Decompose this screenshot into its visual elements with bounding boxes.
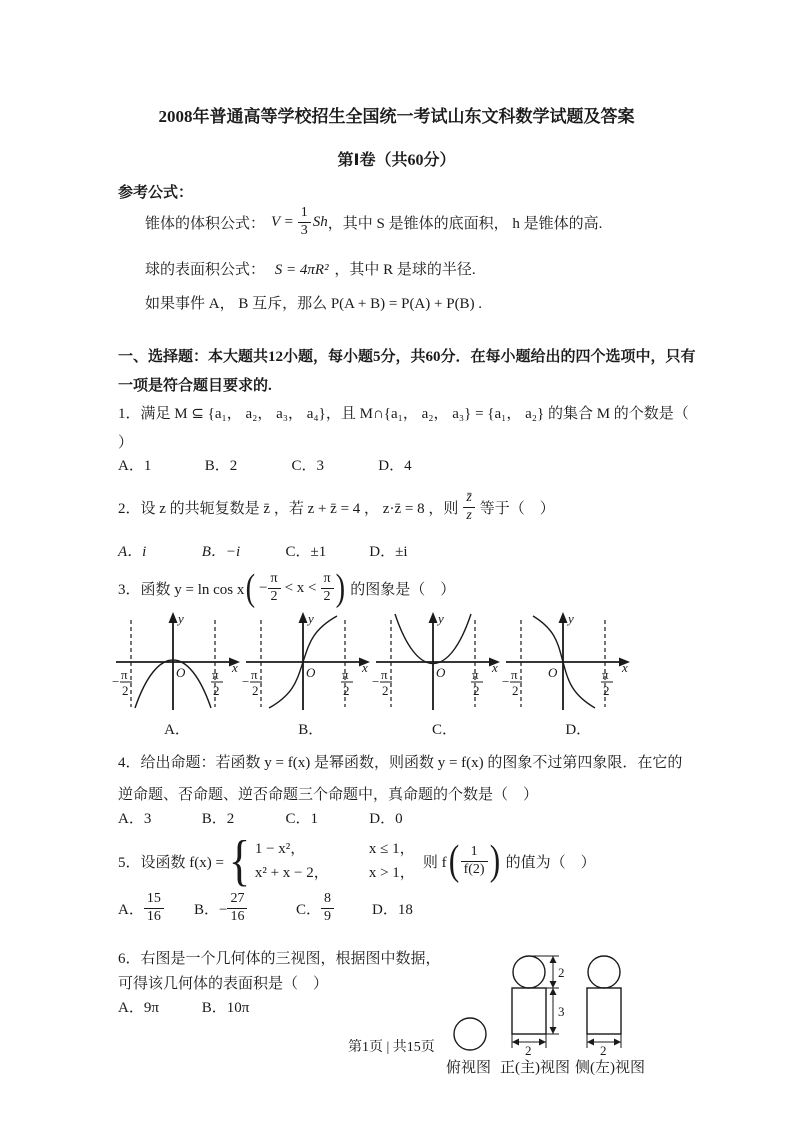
minus-sign: −	[242, 674, 250, 689]
dim-label-circle-height: 2	[558, 965, 565, 980]
left-paren: (	[245, 567, 256, 609]
minus-sign: −	[112, 674, 120, 689]
fraction-one-third: $\frac{1}{3}$	[298, 205, 311, 238]
section-1-heading-line1: 一、选择题：本大题共12小题，每小题5分，共60分．在每小题给出的四个选项中，只有	[118, 349, 696, 365]
left-paren: (	[448, 838, 459, 884]
tick-pi: π	[381, 667, 388, 682]
y-axis-label: y	[308, 612, 314, 626]
minus-sign: −	[502, 674, 510, 689]
tick-pi: π	[472, 667, 479, 682]
option-b: B．− $\frac{27}{16}$	[194, 891, 296, 924]
fraction-27-16: $\frac{27}{16}$	[227, 891, 247, 924]
fraction-pi-over-2: $\frac{\pi}{2}$	[268, 571, 281, 604]
question-3-graph-labels	[112, 718, 643, 739]
minus-sign: −	[259, 579, 268, 596]
tick-2: 2	[473, 683, 480, 698]
question-3-text-post: 的图象是（ ）	[350, 581, 456, 598]
question-6-stem-line2: 可得该几何体的表面积是（ ）	[118, 976, 329, 992]
option-d: D．4	[378, 458, 412, 474]
tick-2: 2	[343, 683, 350, 698]
tick-pi: π	[251, 667, 258, 682]
graph-label-a: A．	[164, 722, 190, 738]
option-a: A．9π	[118, 1000, 159, 1016]
question-4-stem-line2: 逆命题、否命题、逆否命题三个命题中，真命题的个数是（ ）	[118, 787, 539, 803]
question-3-stem	[118, 562, 455, 614]
question-5-text: 5．设函数 f(x) =	[118, 854, 224, 871]
question-2-stem	[118, 484, 555, 530]
tick-pi: π	[342, 667, 349, 682]
formula-sphere-note: ，其中 R 是球的半径.	[334, 262, 476, 278]
option-a: A．1	[118, 458, 152, 474]
question-5-options	[118, 888, 413, 928]
case-2-condition: x > 1，	[368, 865, 415, 881]
side-view-circle	[588, 956, 620, 988]
caption-front-view: 正(主)视图	[500, 1060, 570, 1076]
option-a: A．i	[118, 544, 147, 560]
case-2-expression: x² + x − 2，	[254, 865, 329, 881]
fraction-8-9: $\frac{8}{9}$	[321, 891, 334, 924]
tick-pi: π	[602, 667, 609, 682]
tick-2: 2	[512, 683, 519, 698]
question-1-stem-cont: ）	[118, 435, 134, 451]
fraction-1-over-f2: $\frac{1}{f(2)}$	[461, 844, 488, 877]
option-c: C． $\frac{8}{9}$	[296, 891, 372, 924]
y-axis-label: y	[438, 612, 444, 626]
inequality: < x <	[284, 579, 317, 596]
top-view-circle	[454, 1018, 486, 1050]
formula-cone-lhs: V =	[271, 213, 294, 230]
question-6-stem-line1: 6．右图是一个几何体的三视图，根据图中数据，	[118, 951, 441, 967]
right-paren: )	[335, 567, 345, 609]
question-1-options	[118, 454, 461, 475]
formula-cone-volume	[145, 200, 602, 244]
exam-title: 2008年普通高等学校招生全国统一考试山东文科数学试题及答案	[158, 107, 635, 126]
question-1-stem: 1．满足 M ⊆ {a₁， a₂， a₃， a₄}，且 M∩{a₁， a₂， a₃} = {a₁， a₂} 的集合 M 的个数是（	[118, 406, 689, 422]
option-c: C．±1	[285, 544, 327, 560]
formula-sphere-math: S = 4πR²	[274, 262, 329, 278]
formula-sphere-label: 球的表面积公式：	[145, 262, 266, 278]
minus-sign: −	[372, 674, 380, 689]
question-2-options	[118, 540, 449, 561]
question-6-three-view-figure	[432, 942, 682, 1078]
tick-2: 2	[382, 683, 389, 698]
page-footer: 第1页 | 共15页	[348, 1040, 435, 1055]
option-a: A．3	[118, 811, 152, 827]
fraction-zbar-over-z: $\frac{z̄}{z}$	[463, 490, 474, 523]
graph-label-c: C．	[431, 722, 457, 738]
section-1-heading-line2: 一项是符合题目要求的.	[118, 378, 272, 394]
caption-top-view: 俯视图	[446, 1060, 492, 1076]
fraction-15-16: $\frac{15}{16}$	[144, 891, 164, 924]
tick-pi: π	[511, 667, 518, 682]
formula-cone-rhs: Sh	[312, 213, 328, 230]
case-1-condition: x ≤ 1，	[368, 841, 415, 857]
tick-2: 2	[122, 683, 129, 698]
tick-2: 2	[213, 683, 220, 698]
question-6-options	[118, 996, 282, 1017]
dim-label-front-width: 2	[525, 1043, 532, 1058]
option-b: B．2	[201, 811, 235, 827]
y-axis-label: y	[178, 612, 184, 626]
question-5-stem	[118, 830, 596, 892]
question-3-text: 3．函数 y = ln cos x	[118, 581, 245, 598]
question-2-text-post: 等于（ ）	[479, 500, 555, 517]
question-4-stem-line1: 4．给出命题：若函数 y = f(x) 是幂函数，则函数 y = f(x) 的图象不过第四象限．在它的	[118, 755, 683, 771]
formula-cone-label: 锥体的体积公式：	[145, 215, 266, 232]
reference-formulas-heading: 参考公式：	[118, 185, 194, 201]
case-1-expression: 1 − x²，	[254, 841, 306, 857]
tick-2: 2	[603, 683, 610, 698]
exam-part-heading: 第Ⅰ卷（共60分）	[337, 152, 456, 169]
formula-cone-note: ，其中 S 是锥体的底面积， h 是锥体的高.	[327, 215, 603, 232]
option-c: C．1	[285, 811, 319, 827]
x-axis-label: x	[492, 660, 498, 675]
origin-label: O	[176, 665, 186, 680]
front-view-rect	[512, 988, 546, 1034]
tick-pi: π	[121, 667, 128, 682]
y-axis-arrow	[169, 612, 178, 623]
option-d: D．±i	[369, 544, 408, 560]
right-paren: )	[489, 838, 500, 884]
x-axis-label: x	[362, 660, 368, 675]
question-4-options	[118, 807, 449, 828]
question-3-graphs	[112, 612, 632, 716]
option-a: A． $\frac{15}{16}$	[118, 891, 194, 924]
fraction-pi-over-2: $\frac{\pi}{2}$	[321, 571, 334, 604]
dim-label-side-width: 2	[600, 1043, 607, 1058]
option-d: D．18	[372, 901, 413, 918]
option-d: D．0	[369, 811, 403, 827]
origin-label: O	[548, 665, 558, 680]
dim-label-rect-height: 3	[558, 1004, 565, 1019]
option-c: C．3	[291, 458, 325, 474]
origin-label: O	[306, 665, 316, 680]
x-axis-label: x	[622, 660, 628, 675]
x-axis-label: x	[232, 660, 238, 675]
graph-label-b: B．	[298, 722, 324, 738]
option-b: B．2	[204, 458, 238, 474]
q3-graph-d	[502, 612, 632, 716]
q3-graph-c	[372, 612, 502, 716]
caption-side-view: 侧(左)视图	[575, 1060, 645, 1076]
side-view-rect	[587, 988, 621, 1034]
y-axis-label: y	[568, 612, 574, 626]
formula-sphere-area	[145, 258, 476, 279]
origin-label: O	[436, 665, 446, 680]
question-5-text-mid: 则 f	[422, 854, 447, 871]
option-b: B．10π	[201, 1000, 250, 1016]
tick-pi: π	[212, 667, 219, 682]
tick-2: 2	[252, 683, 259, 698]
formula-mutually-exclusive: 如果事件 A， B 互斥，那么 P(A + B) = P(A) + P(B) .	[145, 296, 483, 312]
graph-label-d: D．	[565, 722, 592, 738]
front-view-circle	[513, 956, 545, 988]
piecewise-brace: {	[228, 830, 251, 892]
question-2-text: 2．设 z 的共轭复数是 z̄ ，若 z + z̄ = 4 ， z·z̄ = 8 ，则	[118, 500, 459, 517]
option-b: B．−i	[201, 544, 241, 560]
piecewise-cases	[255, 839, 415, 883]
question-5-text-post: 的值为（ ）	[505, 854, 596, 871]
q3-graph-b	[242, 612, 372, 716]
q3-graph-a	[112, 612, 242, 716]
